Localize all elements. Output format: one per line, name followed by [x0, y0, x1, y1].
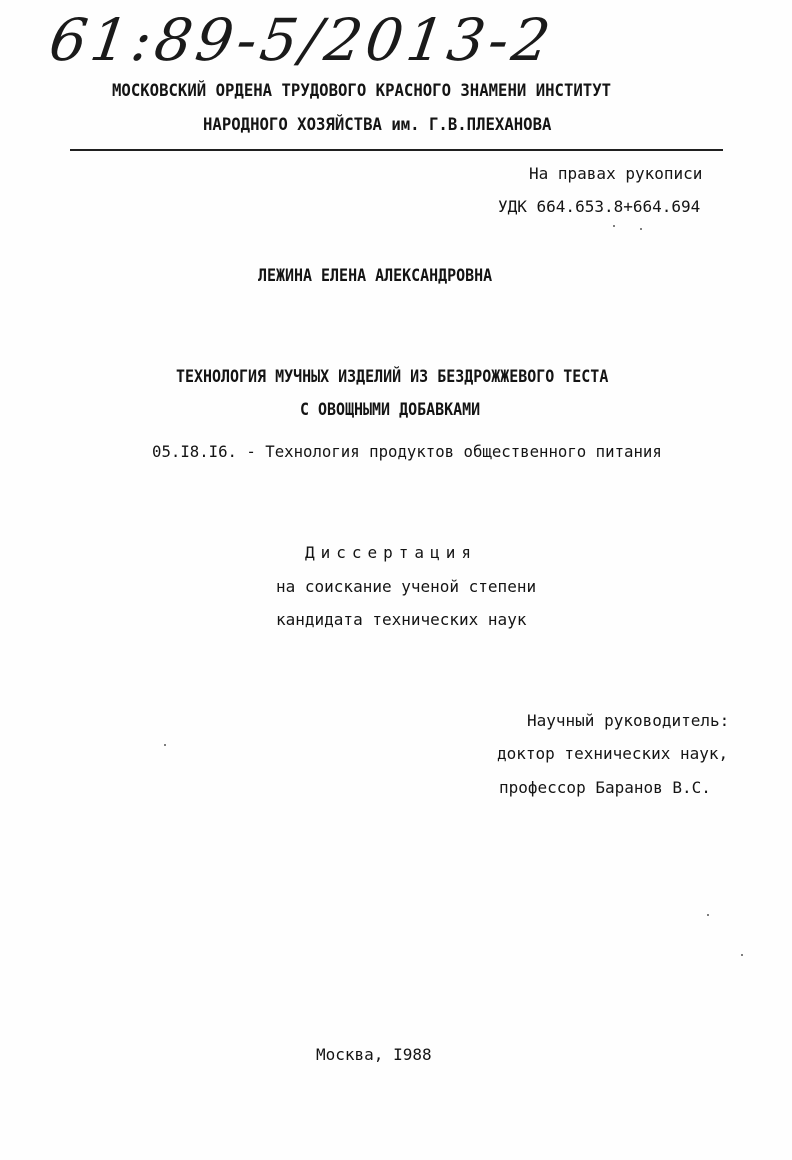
supervisor-heading: Научный руководитель: [527, 711, 730, 730]
dissertation-title-line-1: ТЕХНОЛОГИЯ МУЧНЫХ ИЗДЕЛИЙ ИЗ БЕЗДРОЖЖЕВОГО ТЕСТА [176, 367, 609, 387]
dissertation-label: Диссертация [305, 543, 477, 562]
manuscript-rights-label: На правах рукописи [529, 164, 703, 183]
scan-speck [741, 954, 743, 956]
scan-speck [707, 914, 709, 916]
specialty-code: 05.I8.I6. - Технология продуктов общественного питания [152, 442, 662, 461]
udk-code: УДК 664.653.8+664.694 [498, 197, 701, 216]
degree-purpose-line-1: на соискание ученой степени [276, 577, 537, 596]
scan-speck [164, 744, 166, 746]
author-name: ЛЕЖИНА ЕЛЕНА АЛЕКСАНДРОВНА [258, 266, 493, 286]
supervisor-name: профессор Баранов В.С. [499, 778, 711, 797]
degree-purpose-line-2: кандидата технических наук [276, 610, 527, 629]
city-and-year: Москва, I988 [316, 1045, 432, 1064]
scan-speck [613, 225, 615, 227]
handwritten-catalog-code: 61:89-5/2013-2 [45, 6, 559, 74]
header-divider [70, 149, 723, 151]
scan-speck [640, 228, 642, 230]
institute-name-line-2: НАРОДНОГО ХОЗЯЙСТВА им. Г.В.ПЛЕХАНОВА [203, 115, 552, 135]
institute-name-line-1: МОСКОВСКИЙ ОРДЕНА ТРУДОВОГО КРАСНОГО ЗНАМЕНИ ИНСТИТУТ [112, 81, 612, 101]
supervisor-degree: доктор технических наук, [497, 744, 729, 763]
dissertation-title-line-2: С ОВОЩНЫМИ ДОБАВКАМИ [300, 400, 481, 420]
